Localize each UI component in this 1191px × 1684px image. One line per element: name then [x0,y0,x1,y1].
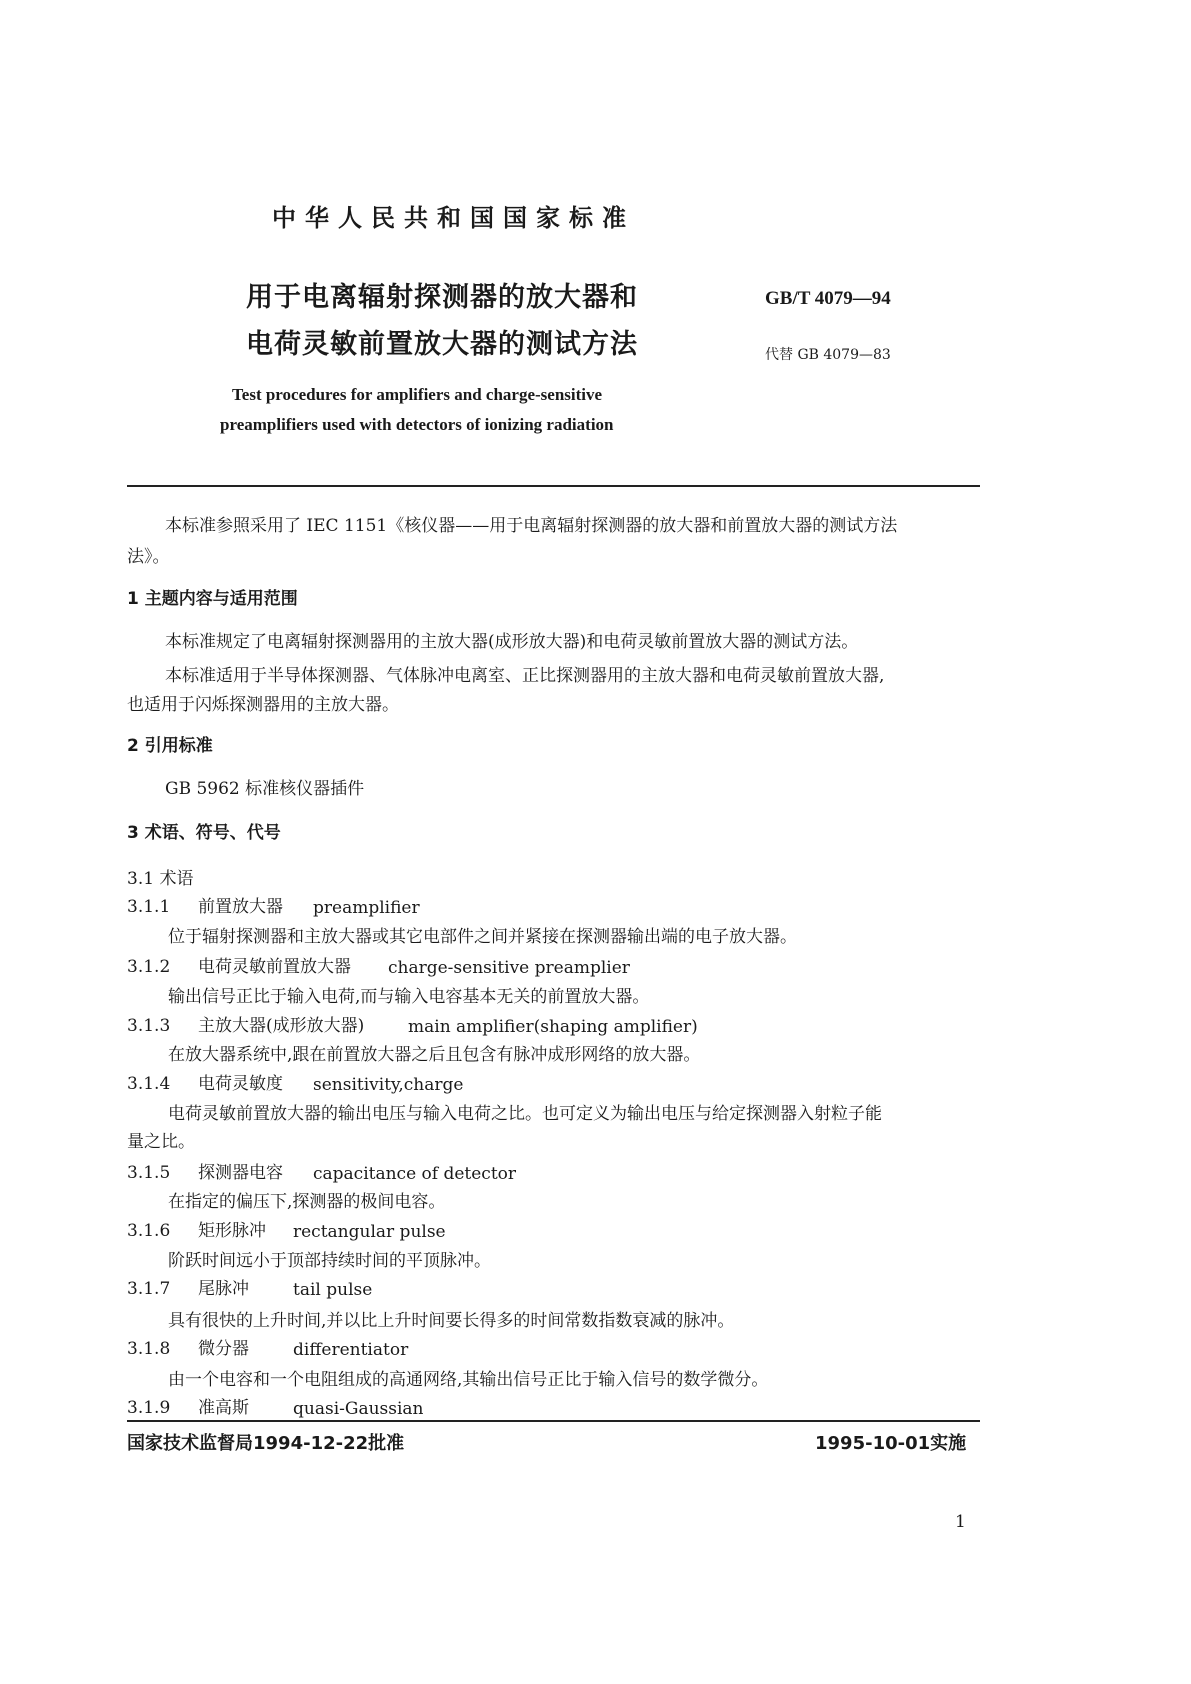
paragraph: 本标准适用于半导体探测器、气体脉冲电离室、正比探测器用的主放大器和电荷灵敏前置放大器, [165,666,885,686]
section-heading-2: 2 引用标准 [127,736,213,756]
standard-number: GB/T 4079—94 [765,288,891,309]
term-english: differentiator [293,1340,409,1360]
approval-date: 国家技术监督局1994-12-22批准 [127,1433,405,1454]
term-english: preamplifier [313,898,420,918]
term-chinese: 电荷灵敏度 [198,1074,283,1094]
paragraph: 本标准规定了电离辐射探测器用的主放大器(成形放大器)和电荷灵敏前置放大器的测试方法。 [165,632,859,652]
section-heading-3: 3 术语、符号、代号 [127,823,281,843]
term-chinese: 微分器 [198,1339,249,1359]
term-number: 3.1.9 [127,1398,171,1418]
footer-rule [127,1420,980,1422]
term-chinese: 矩形脉冲 [198,1221,266,1241]
term-english: quasi-Gaussian [293,1399,424,1419]
term-english: sensitivity,charge [313,1075,464,1095]
term-definition: 在指定的偏压下,探测器的极间电容。 [168,1192,446,1212]
term-definition: 在放大器系统中,跟在前置放大器之后且包含有脉冲成形网络的放大器。 [168,1045,701,1065]
term-definition: 由一个电容和一个电阻组成的高通网络,其输出信号正比于输入信号的数学微分。 [168,1370,769,1390]
reference-item: GB 5962 标准核仪器插件 [165,779,365,799]
english-title-line2: preamplifiers used with detectors of ionizing radiation [220,415,614,434]
english-title-line1: Test procedures for amplifiers and charge-sensitive [232,385,603,404]
title-line1: 用于电离辐射探测器的放大器和 [246,282,638,313]
term-english: main amplifier(shaping amplifier) [408,1017,698,1037]
replaces-note: 代替 GB 4079—83 [765,347,891,363]
term-number: 3.1.3 [127,1016,171,1036]
term-chinese: 电荷灵敏前置放大器 [198,957,351,977]
term-number: 3.1.5 [127,1163,171,1183]
term-number: 3.1.6 [127,1221,171,1241]
term-definition: 输出信号正比于输入电荷,而与输入电容基本无关的前置放大器。 [168,987,650,1007]
country-standard: 中华人民共和国国家标准 [272,204,635,232]
term-number: 3.1.1 [127,897,171,917]
intro-paragraph-cont: 法》。 [127,547,170,567]
term-chinese: 准高斯 [198,1398,249,1418]
term-chinese: 主放大器(成形放大器) [198,1016,365,1036]
term-number: 3.1.7 [127,1279,171,1299]
paragraph-cont: 也适用于闪烁探测器用的主放大器。 [127,695,399,715]
header-rule [127,485,980,487]
term-english: rectangular pulse [293,1222,446,1242]
term-number: 3.1.8 [127,1339,171,1359]
term-english: charge-sensitive preamplier [388,958,630,978]
effective-date: 1995-10-01实施 [815,1433,967,1454]
term-definition: 量之比。 [127,1132,195,1152]
term-chinese: 探测器电容 [198,1163,283,1183]
term-chinese: 前置放大器 [198,897,283,917]
term-definition: 阶跃时间远小于顶部持续时间的平顶脉冲。 [168,1251,491,1271]
section-heading-1: 1 主题内容与适用范围 [127,589,298,609]
intro-paragraph: 本标准参照采用了 IEC 1151《核仪器——用于电离辐射探测器的放大器和前置放大器的测试方法 [165,516,898,536]
title-line2: 电荷灵敏前置放大器的测试方法 [246,329,638,360]
term-english: capacitance of detector [313,1164,517,1184]
term-number: 3.1.2 [127,957,171,977]
term-definition: 位于辐射探测器和主放大器或其它电部件之间并紧接在探测器输出端的电子放大器。 [168,927,797,947]
term-definition: 具有很快的上升时间,并以比上升时间要长得多的时间常数指数衰减的脉冲。 [168,1311,735,1331]
term-english: tail pulse [293,1280,373,1300]
term-number: 3.1.4 [127,1074,171,1094]
page-number: 1 [955,1512,966,1532]
term-chinese: 尾脉冲 [198,1279,249,1299]
term-definition: 电荷灵敏前置放大器的输出电压与输入电荷之比。也可定义为输出电压与给定探测器入射粒子能 [168,1104,882,1124]
subsection-heading: 3.1 术语 [127,869,194,889]
